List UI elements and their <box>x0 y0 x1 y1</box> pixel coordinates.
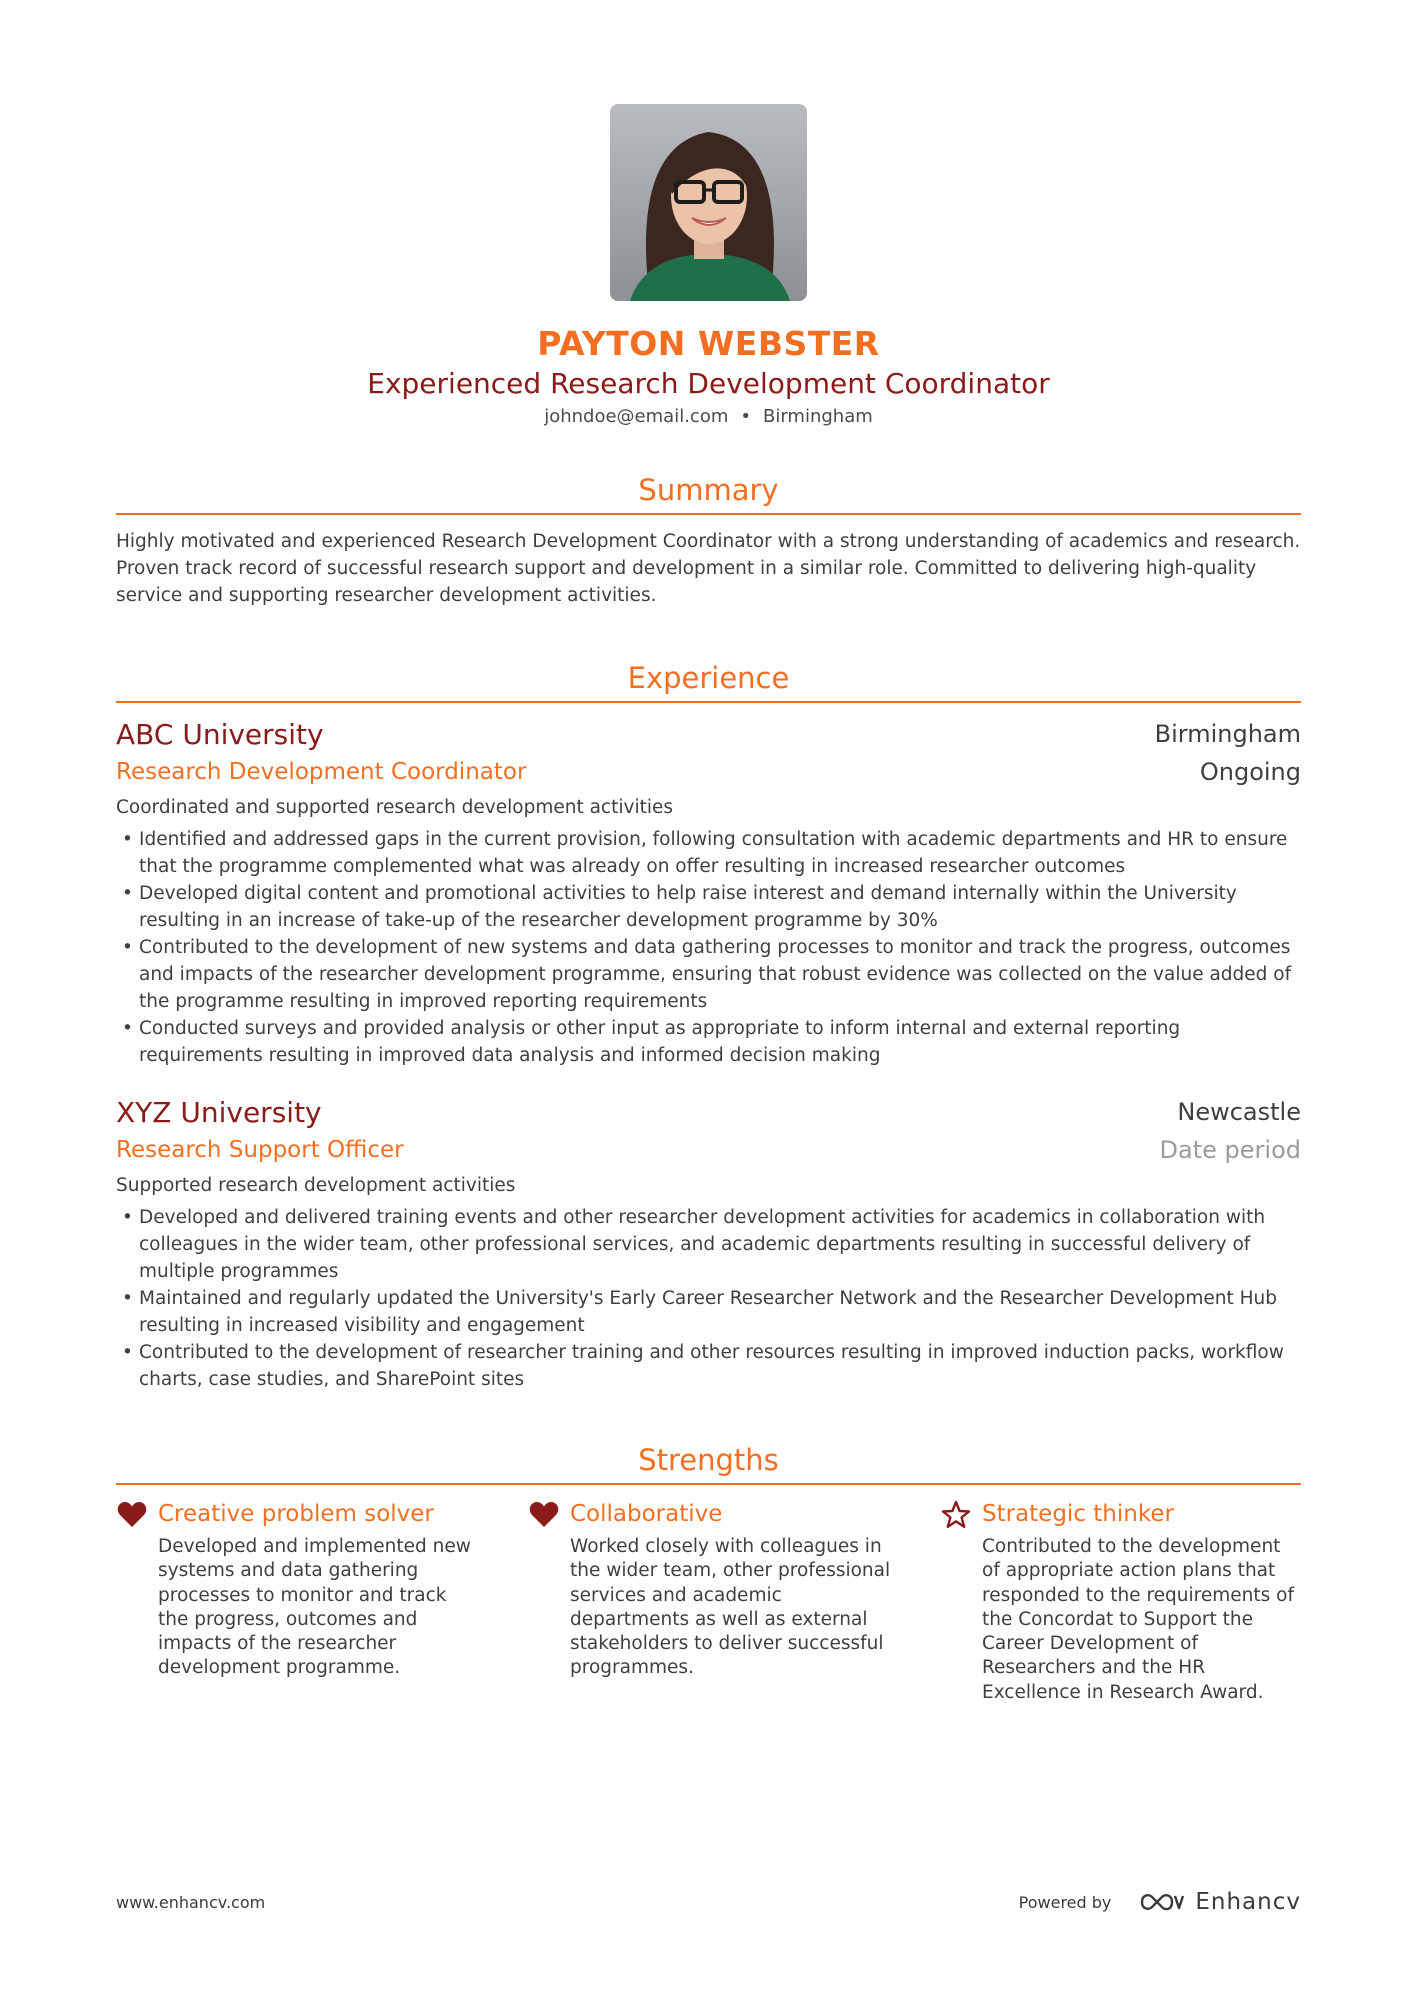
job-bullet: • Contributed to the development of researcher training and other resources resulting in improved induction packs, workflow charts, case studies, and SharePoint sites <box>116 1339 1301 1393</box>
strength-title: Creative problem solver <box>158 1501 434 1527</box>
email[interactable]: johndoe@email.com <box>544 406 729 427</box>
job-bullet: • Conducted surveys and provided analysis or other input as appropriate to inform internal and external reporting requirements resulting in improved data analysis and informed decision making <box>116 1015 1301 1069</box>
job-role: Research Development Coordinator <box>116 759 527 785</box>
job-bullet: • Identified and addressed gaps in the current provision, following consultation with academic departments and HR to ensure that the programme complemented what was already on offer resulting in increased researcher outcomes <box>116 826 1301 880</box>
location: Birmingham <box>763 406 873 427</box>
brand-name: Enhancv <box>1195 1889 1301 1915</box>
job-location: Birmingham <box>1154 720 1301 748</box>
strength-title: Strategic thinker <box>982 1501 1174 1527</box>
brand-logo[interactable] <box>1139 1889 1301 1915</box>
candidate-title: Experienced Research Development Coordinator <box>367 367 1050 400</box>
powered-by-label: Powered by <box>1018 1892 1112 1912</box>
job-bullet: • Developed and delivered training events and other researcher development activities for academics in collaboration with colleagues in the wider team, other professional services, and academic departments resulting in successful delivery of multiple programmes <box>116 1204 1301 1285</box>
job-bullet: • Contributed to the development of new systems and data gathering processes to monitor and track the progress, outcomes and impacts of the researcher development programme, ensuring that robust evidence was collected on the value added of the programme resulting in improved reporting requirements <box>116 934 1301 1015</box>
job-date: Date period <box>1159 1136 1301 1164</box>
job-entry <box>116 716 1301 1069</box>
strength-text: Contributed to the development of appropriate action plans that responded to the requirements of the Concordat to Support the Career Development of Researchers and the HR Excellence in Research Award. <box>982 1536 1294 1703</box>
job-description: Supported research development activities <box>116 1175 516 1196</box>
job-entry <box>116 1094 1301 1393</box>
job-date: Ongoing <box>1199 758 1301 786</box>
job-bullet: • Developed digital content and promotional activities to help raise interest and demand internally within the University resulting in an increase of take-up of the researcher development programme by 30% <box>116 880 1301 934</box>
strengths-divider <box>116 1483 1301 1485</box>
contact-line <box>116 404 1301 430</box>
job-bullets <box>116 1204 1301 1393</box>
star-outline-icon <box>940 1499 972 1531</box>
summary-text: Highly motivated and experienced Research Development Coordinator with a strong understanding of academics and research. Proven track record of successful research support and development in a similar role. Committed to delivering high-quality service and supporting researcher development activities. <box>116 531 1301 606</box>
company-name: ABC University <box>116 718 324 751</box>
heart-icon <box>528 1499 560 1531</box>
strengths-heading: Strengths <box>638 1443 779 1477</box>
experience-divider <box>116 701 1301 703</box>
job-bullet: • Maintained and regularly updated the University's Early Career Researcher Network and the Researcher Development Hub resulting in increased visibility and engagement <box>116 1285 1301 1339</box>
heart-icon <box>116 1499 148 1531</box>
strength-text: Developed and implemented new systems and data gathering processes to monitor and track the progress, outcomes and impacts of the researcher development programme. <box>158 1536 471 1679</box>
company-name: XYZ University <box>116 1096 322 1129</box>
footer-website[interactable]: www.enhancv.com <box>116 1893 266 1912</box>
job-location: Newcastle <box>1177 1098 1301 1126</box>
job-bullets <box>116 826 1301 1069</box>
separator-dot: • <box>740 406 751 427</box>
strength-title: Collaborative <box>570 1501 723 1527</box>
candidate-name: PAYTON WEBSTER <box>537 324 880 363</box>
enhancv-logo-icon <box>1139 1890 1185 1914</box>
summary-divider <box>116 513 1301 515</box>
strength-text: Worked closely with colleagues in the wider team, other professional services and academic departments as well as external stakeholders to deliver successful programmes. <box>570 1536 891 1679</box>
profile-photo <box>610 104 807 301</box>
avatar <box>610 104 807 301</box>
job-description: Coordinated and supported research development activities <box>116 797 673 818</box>
resume-header <box>116 320 1301 430</box>
experience-heading: Experience <box>627 661 790 695</box>
job-role: Research Support Officer <box>116 1137 404 1163</box>
footer-branding <box>1019 1882 1301 1922</box>
summary-heading: Summary <box>638 473 779 507</box>
